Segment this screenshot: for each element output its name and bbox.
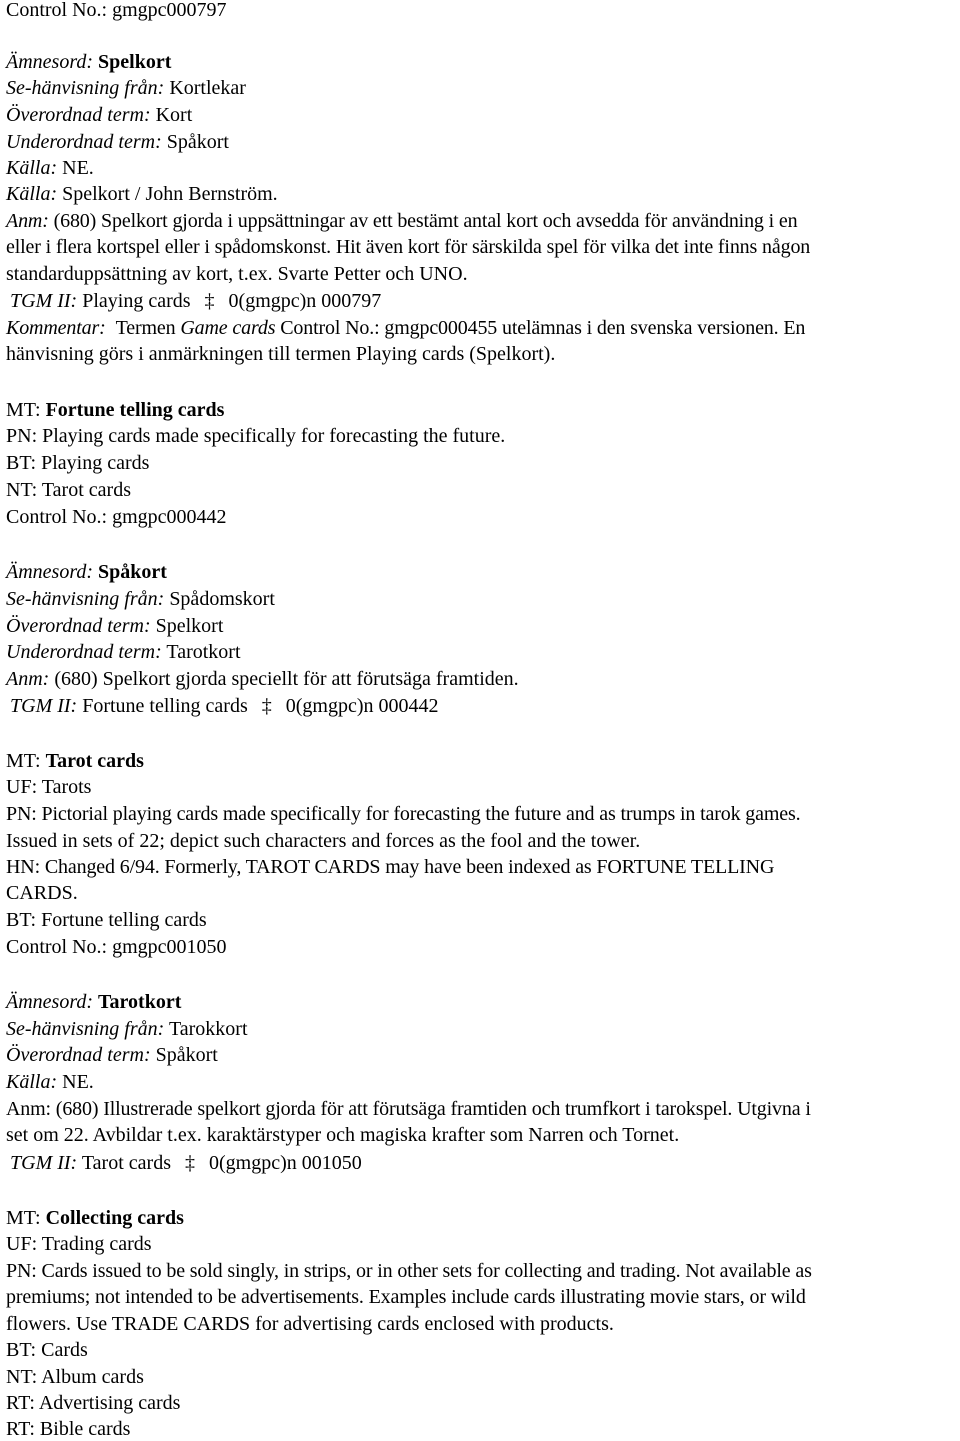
public-note-line — [6, 424, 505, 448]
see-reference-label: Se-hänvisning från: — [6, 1018, 165, 1040]
note-continuation-line — [6, 1123, 679, 1147]
source-value: Spelkort / John Bernström. — [62, 183, 278, 205]
subject-heading-label: Ämnesord: — [6, 51, 94, 73]
main-term-label: MT: — [6, 399, 41, 421]
subject-heading-value: Tarotkort — [98, 991, 182, 1013]
history-note-continuation-line — [6, 881, 78, 905]
source-value: NE. — [62, 157, 94, 179]
tgm-code: 0(gmgpc)n 000442 — [285, 695, 439, 717]
broader-term-line — [6, 1338, 88, 1362]
tgm-term: Fortune telling cards — [82, 695, 248, 717]
subject-heading-line — [6, 50, 171, 74]
tgm-label: TGM II: — [10, 290, 78, 312]
source-label: Källa: — [6, 183, 58, 205]
main-term-line — [6, 749, 144, 773]
broader-term-line — [6, 451, 149, 475]
narrower-term-line — [6, 1365, 144, 1389]
broader-term-text: BT: Playing cards — [6, 452, 150, 474]
note-continuation-line — [6, 262, 468, 286]
dagger-symbol: ‡ — [184, 1152, 195, 1174]
main-term-label: MT: — [6, 1207, 41, 1229]
narrower-term-line — [6, 640, 241, 664]
main-term-label: MT: — [6, 750, 41, 772]
source-line — [6, 1070, 94, 1094]
used-for-text: UF: Trading cards — [6, 1233, 152, 1255]
public-note-text: PN: Pictorial playing cards made specifically for forecasting the future and as trumps in tarok games. — [6, 803, 801, 825]
dagger-symbol: ‡ — [261, 695, 272, 717]
broader-term-line — [6, 1043, 218, 1067]
comment-text: Control No.: gmgpc000455 utelämnas i den svenska versionen. En — [280, 317, 806, 339]
source-line — [6, 156, 94, 180]
narrower-term-line — [6, 130, 229, 154]
history-note-text: HN: Changed 6/94. Formerly, TAROT CARDS may have been indexed as FORTUNE TELLING — [6, 856, 775, 878]
narrower-term-text: NT: Tarot cards — [6, 479, 131, 501]
narrower-term-label: Underordnad term: — [6, 131, 162, 153]
public-note-line — [6, 1259, 812, 1283]
see-reference-label: Se-hänvisning från: — [6, 77, 165, 99]
comment-text: Termen — [115, 317, 176, 339]
narrower-term-text: NT: Album cards — [6, 1366, 144, 1388]
tgm-label: TGM II: — [10, 1152, 78, 1174]
public-note-text: PN: Playing cards made specifically for forecasting the future. — [6, 425, 506, 447]
note-text: set om 22. Avbildar t.ex. karaktärstyper och magiska krafter som Narren och Tornet. — [6, 1124, 680, 1146]
narrower-term-label: Underordnad term: — [6, 641, 162, 663]
note-text: eller i flera kortspel eller i spådomskonst. Hit även kort för särskilda spel för vilka det inte finns någon — [6, 236, 811, 258]
main-term-value: Collecting cards — [45, 1207, 184, 1229]
subject-heading-value: Spåkort — [98, 561, 167, 583]
public-note-text: flowers. Use TRADE CARDS for advertising cards enclosed with products. — [6, 1313, 614, 1335]
source-label: Källa: — [6, 1071, 58, 1093]
main-term-line — [6, 398, 224, 422]
broader-term-text: BT: Cards — [6, 1339, 88, 1361]
tgm-code: 0(gmgpc)n 000797 — [228, 290, 382, 312]
dagger-symbol: ‡ — [204, 290, 215, 312]
broader-term-line — [6, 614, 223, 638]
note-text: standarduppsättning av kort, t.ex. Svarte Petter och UNO. — [6, 263, 468, 285]
broader-term-text: BT: Fortune telling cards — [6, 909, 207, 931]
note-value: (680) Spelkort gjorda i uppsättningar av ett bestämt antal kort och avsedda för användning i en — [53, 210, 798, 232]
broader-term-value: Kort — [155, 104, 193, 126]
control-number-line — [6, 505, 227, 529]
related-term-line — [6, 1391, 180, 1415]
tgm-term: Playing cards — [82, 290, 191, 312]
public-note-continuation-line — [6, 1285, 806, 1309]
related-term-text: RT: Advertising cards — [6, 1392, 181, 1414]
public-note-text: PN: Cards issued to be sold singly, in strips, or in other sets for collecting and trading. Not available as — [6, 1260, 812, 1282]
used-for-text: UF: Tarots — [6, 776, 92, 798]
comment-text: hänvisning görs i anmärkningen till termen Playing cards (Spelkort). — [6, 343, 556, 365]
related-term-line — [6, 1417, 130, 1441]
public-note-continuation-line — [6, 829, 640, 853]
used-for-line — [6, 1232, 152, 1256]
broader-term-label: Överordnad term: — [6, 104, 151, 126]
see-reference-line — [6, 76, 246, 100]
tgm-line — [10, 1151, 362, 1175]
main-term-value: Tarot cards — [45, 750, 144, 772]
public-note-text: Issued in sets of 22; depict such characters and forces as the fool and the tower. — [6, 830, 641, 852]
comment-line — [6, 316, 805, 340]
narrower-term-value: Tarotkort — [166, 641, 241, 663]
note-line — [6, 209, 797, 233]
comment-label: Kommentar: — [6, 317, 106, 339]
subject-heading-label: Ämnesord: — [6, 561, 94, 583]
source-value: NE. — [62, 1071, 94, 1093]
tgm-line — [10, 289, 381, 313]
source-label: Källa: — [6, 157, 58, 179]
note-line — [6, 1097, 811, 1121]
see-reference-line — [6, 587, 275, 611]
see-reference-value: Spådomskort — [169, 588, 275, 610]
subject-heading-label: Ämnesord: — [6, 991, 94, 1013]
main-term-value: Fortune telling cards — [45, 399, 225, 421]
narrower-term-line — [6, 478, 131, 502]
see-reference-value: Tarokkort — [168, 1018, 248, 1040]
broader-term-label: Överordnad term: — [6, 1044, 151, 1066]
see-reference-value: Kortlekar — [169, 77, 246, 99]
broader-term-value: Spelkort — [155, 615, 224, 637]
tgm-code: 0(gmgpc)n 001050 — [208, 1152, 362, 1174]
narrower-term-value: Spåkort — [166, 131, 229, 153]
tgm-label: TGM II: — [10, 695, 78, 717]
broader-term-line — [6, 908, 207, 932]
subject-heading-value: Spelkort — [98, 51, 172, 73]
public-note-text: premiums; not intended to be advertisements. Examples include cards illustrating movie stars, or wild — [6, 1286, 806, 1308]
control-number-line — [6, 0, 227, 22]
subject-heading-line — [6, 990, 181, 1014]
tgm-line — [10, 694, 439, 718]
public-note-continuation-line — [6, 1312, 614, 1336]
source-line — [6, 182, 278, 206]
main-term-line — [6, 1206, 184, 1230]
used-for-line — [6, 775, 91, 799]
note-continuation-line — [6, 235, 810, 259]
see-reference-line — [6, 1017, 248, 1041]
related-term-text: RT: Bible cards — [6, 1418, 131, 1440]
note-label: Anm: — [6, 668, 50, 690]
see-reference-label: Se-hänvisning från: — [6, 588, 165, 610]
control-number-text: Control No.: gmgpc001050 — [6, 936, 227, 958]
comment-term: Game cards — [180, 317, 276, 339]
broader-term-line — [6, 103, 192, 127]
history-note-line — [6, 855, 774, 879]
tgm-term: Tarot cards — [81, 1152, 171, 1174]
note-line — [6, 667, 519, 691]
history-note-text: CARDS. — [6, 882, 78, 904]
control-number-text: Control No.: gmgpc000442 — [6, 506, 227, 528]
comment-continuation-line — [6, 342, 555, 366]
control-number-text: Control No.: gmgpc000797 — [6, 0, 227, 21]
control-number-line — [6, 935, 227, 959]
broader-term-label: Överordnad term: — [6, 615, 151, 637]
note-value: (680) Spelkort gjorda speciellt för att förutsäga framtiden. — [54, 668, 519, 690]
note-label: Anm: — [6, 210, 49, 232]
subject-heading-line — [6, 560, 167, 584]
broader-term-value: Spåkort — [155, 1044, 218, 1066]
public-note-line — [6, 802, 800, 826]
note-text: Anm: (680) Illustrerade spelkort gjorda för att förutsäga framtiden och trumfkort i tarokspel. Utgivna i — [6, 1098, 811, 1120]
